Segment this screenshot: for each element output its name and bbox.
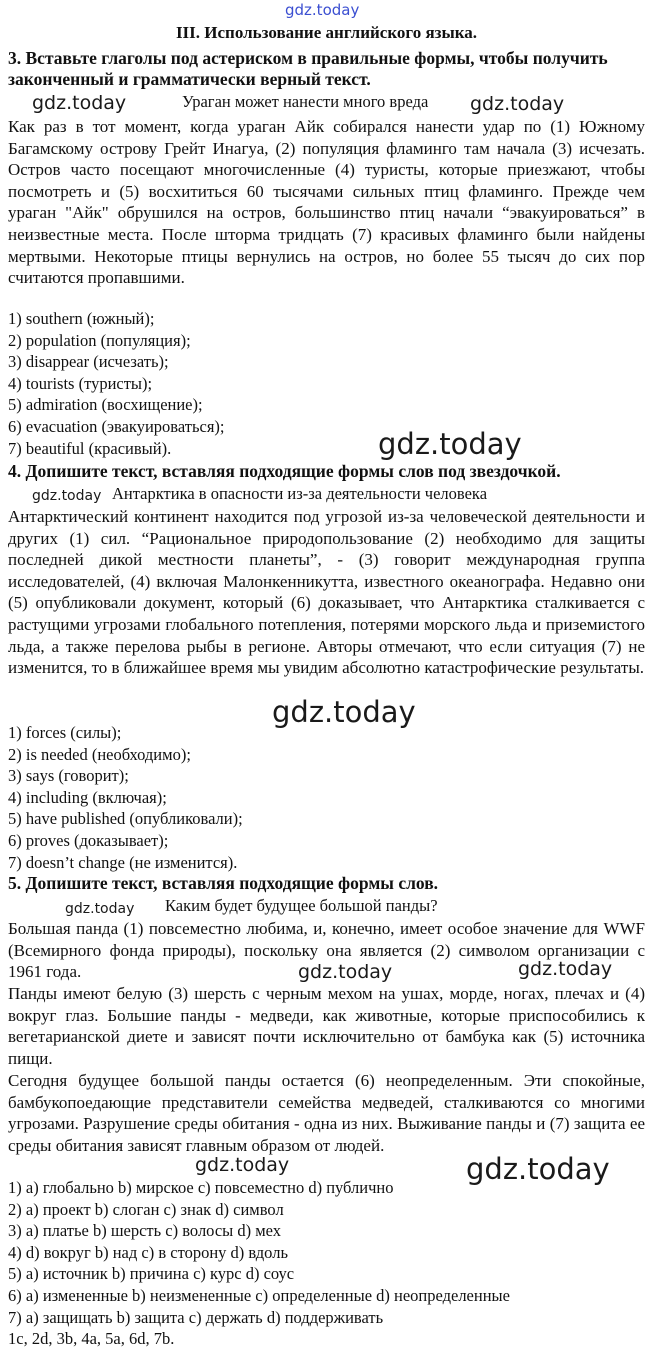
task4-title: Антарктика в опасности из-за деятельности человека: [112, 484, 488, 503]
task3-title: Ураган может нанести много вреда: [182, 92, 429, 111]
list-item: 4) tourists (туристы);: [8, 373, 153, 393]
list-item: 2) is needed (необходимо);: [8, 744, 191, 764]
watermark: gdz.today: [518, 958, 613, 980]
list-item: 6) proves (доказывает);: [8, 830, 169, 850]
list-item: 7) a) защищать b) защита c) держать d) поддерживать: [8, 1307, 384, 1327]
task3-text: Как раз в тот момент, когда ураган Айк собирался нанести удар по (1) Южному Багамскому острову Грейт Инагуа, (2) популяция фламинго там начала (3) исчезать. Остров часто посещают многочисленные (4) туристы, которые приезжают, чтобы посмотреть и (5) восхититься 60 тысячами сильных птиц фламинго. Прежде чем ураган "Айк" обрушился на остров, большинство птиц начали “эвакуироваться” в неизвестные места. После шторма тридцать (7) красивых фламинго были найдены мертвыми. Некоторые птицы вернулись на остров, но более 55 тысяч до сих пор считаются пропавшими.: [8, 117, 645, 288]
list-item: 4) d) вокруг b) над c) в сторону d) вдоль: [8, 1242, 288, 1262]
watermark: gdz.today: [32, 92, 127, 114]
list-item: 1) a) глобально b) мирское c) повсеместно d) публично: [8, 1178, 394, 1197]
watermark: gdz.today: [32, 488, 102, 504]
watermark-top: gdz.today: [285, 1, 360, 19]
task5-text-3: Сегодня будущее большой панды остается (6) неопределенным. Эти спокойные, бамбукопоедающие представители семейства медведей, сталкиваются со многими угрозами. Разрушение среды обитания - одна из них. Выживание панды и (7) защита ее среды обитания зависят главным образом от людей.: [8, 1071, 645, 1155]
watermark: gdz.today: [65, 901, 135, 917]
watermark: gdz.today: [272, 695, 416, 729]
list-item: 7) doesn’t change (не изменится).: [8, 852, 238, 872]
task5-text-1: Большая панда (1) повсеместно любима, и, конечно, имеет особое значение для WWF (Всемирного фонда природы), поскольку она является (2) символом организации с 1961 года.: [8, 919, 645, 982]
list-item: 3) says (говорит);: [8, 766, 129, 786]
task5-options: [8, 1177, 645, 1350]
section-title: III. Использование английского языка.: [175, 23, 478, 42]
list-item: 1) southern (южный);: [8, 309, 155, 328]
watermark: gdz.today: [378, 427, 522, 461]
list-item: 7) beautiful (красивый).: [8, 438, 172, 458]
list-item: 2) a) проект b) слоган c) знак d) символ: [8, 1199, 284, 1219]
list-item: 6) evacuation (эвакуироваться);: [8, 416, 225, 436]
list-item: 3) a) платье b) шерсть c) волосы d) мех: [8, 1221, 282, 1241]
watermark: gdz.today: [470, 93, 565, 115]
watermark: gdz.today: [195, 1154, 290, 1176]
list-item: 1) forces (силы);: [8, 723, 122, 742]
list-item: 5) a) источник b) причина c) курс d) соус: [8, 1264, 295, 1284]
task4-answers: [8, 722, 645, 873]
task3-answers: [8, 308, 645, 459]
watermark: gdz.today: [298, 961, 393, 983]
task5-heading: 5. Допишите текст, вставляя подходящие формы слов.: [8, 873, 439, 893]
watermark: gdz.today: [466, 1152, 610, 1186]
task5-text-2: Панды имеют белую (3) шерсть с черным мехом на ушах, морде, ногах, плечах и (4) вокруг глаз. Большие панды - медведи, как животные, которые приспособились к вегетарианской диете и зависят почти исключительно от бамбука как (5) источника пищи.: [8, 984, 645, 1068]
task5-title: Каким будет будущее большой панды?: [165, 896, 438, 915]
list-item: 5) have published (опубликовали);: [8, 809, 243, 829]
list-item: 5) admiration (восхищение);: [8, 395, 203, 415]
answer-key: 1c, 2d, 3b, 4a, 5a, 6d, 7b.: [8, 1329, 175, 1349]
task4-heading: 4. Допишите текст, вставляя подходящие формы слов под звездочкой.: [8, 461, 561, 481]
list-item: 2) population (популяция);: [8, 330, 191, 350]
list-item: 4) including (включая);: [8, 787, 167, 807]
list-item: 6) a) измененные b) неизмененные c) определенные d) неопределенные: [8, 1285, 510, 1305]
task3-heading: 3. Вставьте глаголы под астериском в правильные формы, чтобы получить законченный и грамматически верный текст.: [8, 48, 608, 89]
list-item: 3) disappear (исчезать);: [8, 352, 169, 372]
task4-text: Антарктический континент находится под угрозой из-за человеческой деятельности и других (1) сил. “Рациональное природопользование (2) необходимо для защиты последней дикой местности планеты”, - (3) говорит международная группа исследователей, (4) включая Малонкенникутта, известного океанографа. Недавно они (5) опубликовали документ, который (6) доказывает, что Антарктика сталкивается с растущими угрозами глобального потепления, потерями морского льда и приземистого льда, а также перелова рыбы в регионе. Авторы отмечают, что если ситуация (7) не изменится, то в ближайшее время мы увидим абсолютно катастрофические результаты.: [8, 507, 645, 678]
